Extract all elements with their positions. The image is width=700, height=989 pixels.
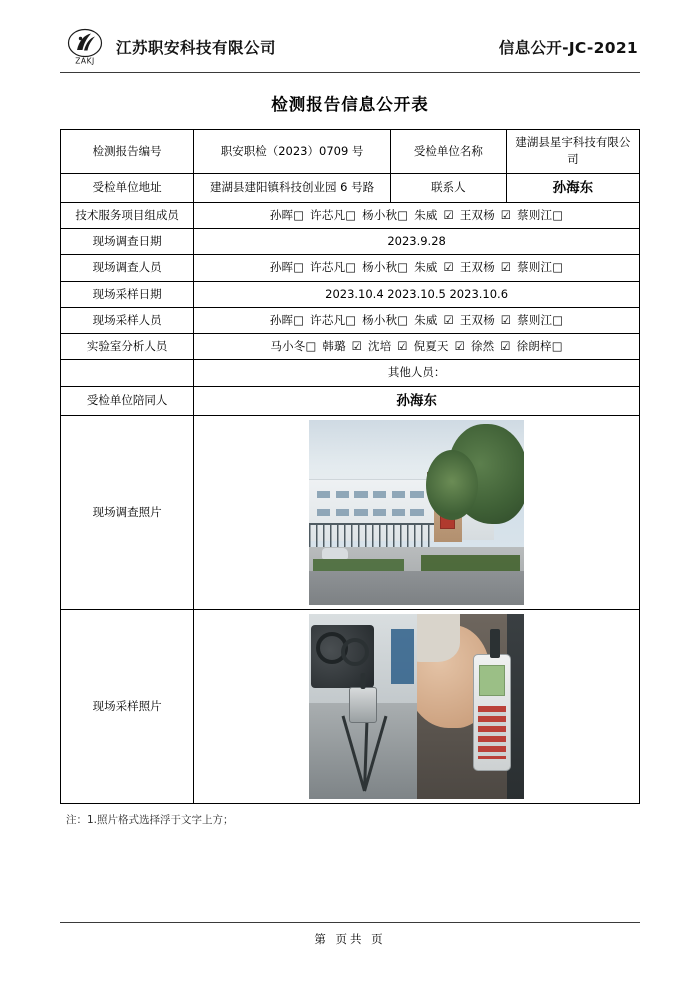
sampler-label: 现场采样人员 — [61, 307, 194, 333]
table-row — [61, 202, 640, 228]
surveyor-value: 孙晖□ 许芯凡□ 杨小秋□ 朱威 ☑ 王双杨 ☑ 蔡则江□ — [194, 255, 640, 281]
table-row-sampling-photo — [61, 609, 640, 803]
brand — [62, 28, 276, 66]
address-label: 受检单位地址 — [61, 173, 194, 202]
survey-date-value: 2023.9.28 — [194, 229, 640, 255]
document-code: 信息公开-JC-2021 — [498, 39, 638, 57]
surveyor-label: 现场调查人员 — [61, 255, 194, 281]
sampling-date-label: 现场采样日期 — [61, 281, 194, 307]
other-personnel-label-blank — [61, 360, 194, 386]
sampling-date-value: 2023.10.4 2023.10.5 2023.10.6 — [194, 281, 640, 307]
sampler-value: 孙晖□ 许芯凡□ 杨小秋□ 朱威 ☑ 王双杨 ☑ 蔡则江□ — [194, 307, 640, 333]
team-value: 孙晖□ 许芯凡□ 杨小秋□ 朱威 ☑ 王双杨 ☑ 蔡则江□ — [194, 202, 640, 228]
report-no-value: 职安职检（2023）0709 号 — [194, 130, 391, 174]
table-row — [61, 307, 640, 333]
accompany-value: 孙海东 — [194, 386, 640, 415]
other-personnel-label: 其他人员： — [194, 360, 640, 386]
sampling-photo-right — [417, 614, 525, 799]
lab-label: 实验室分析人员 — [61, 334, 194, 360]
team-label: 技术服务项目组成员 — [61, 202, 194, 228]
table-row — [61, 130, 640, 174]
site-survey-photo — [309, 420, 524, 605]
survey-photo-label: 现场调查照片 — [61, 415, 194, 609]
report-info-table — [60, 129, 640, 804]
sampling-photo-cell — [194, 609, 640, 803]
page-footer: 第 页共 页 — [60, 922, 640, 947]
svg-text:ZAKJ: ZAKJ — [75, 56, 95, 66]
table-row — [61, 334, 640, 360]
client-value: 建湖县星宇科技有限公司 — [506, 130, 639, 174]
site-sampling-photo — [309, 614, 524, 799]
table-row — [61, 360, 640, 386]
company-logo-icon — [62, 28, 108, 66]
table-row-survey-photo — [61, 415, 640, 609]
table-note: 注：1.照片格式选择浮于文字上方； — [66, 813, 234, 826]
page-header — [60, 28, 640, 73]
page-title: 检测报告信息公开表 — [271, 95, 429, 114]
table-row — [61, 281, 640, 307]
table-row — [61, 229, 640, 255]
table-row — [61, 386, 640, 415]
company-name: 江苏职安科技有限公司 — [116, 39, 277, 57]
address-value: 建湖县建阳镇科技创业园 6 号路 — [194, 173, 391, 202]
sampling-photo-label: 现场采样照片 — [61, 609, 194, 803]
survey-photo-cell — [194, 415, 640, 609]
sampling-photo-left — [309, 614, 417, 799]
contact-label: 联系人 — [391, 173, 507, 202]
contact-value: 孙海东 — [506, 173, 639, 202]
table-row — [61, 255, 640, 281]
accompany-label: 受检单位陪同人 — [61, 386, 194, 415]
client-label: 受检单位名称 — [391, 130, 507, 174]
report-no-label: 检测报告编号 — [61, 130, 194, 174]
table-row — [61, 173, 640, 202]
lab-value: 马小冬□ 韩璐 ☑ 沈培 ☑ 倪夏天 ☑ 徐然 ☑ 徐朗梓□ — [194, 334, 640, 360]
survey-date-label: 现场调查日期 — [61, 229, 194, 255]
